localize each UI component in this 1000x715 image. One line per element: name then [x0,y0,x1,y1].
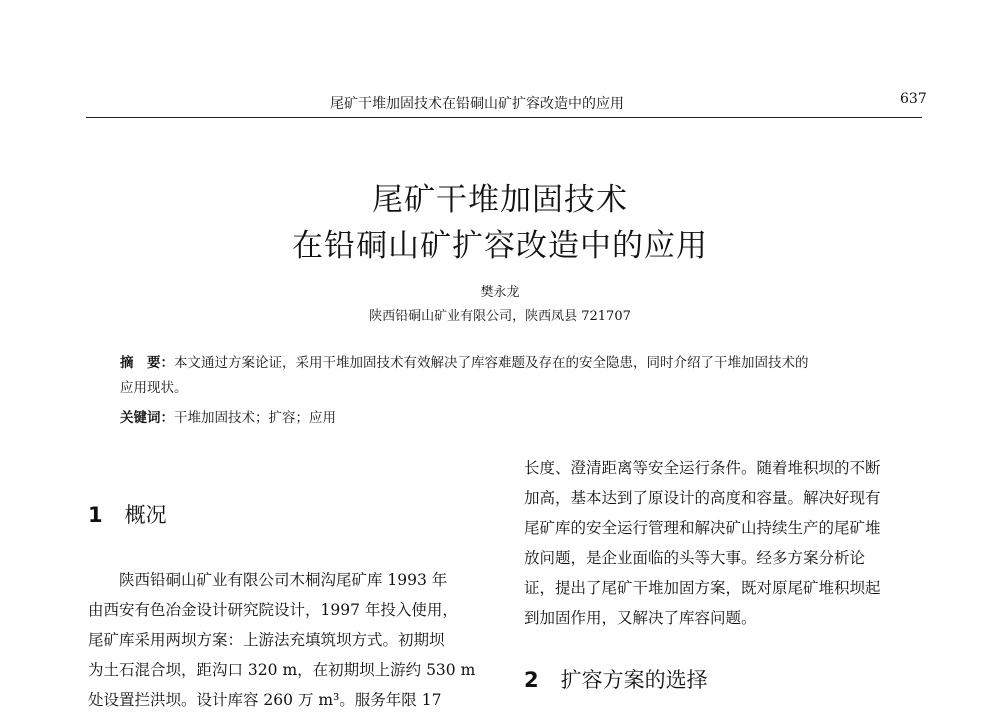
abstract [120,351,900,401]
body-line: 为土石混合坝，距沟口 320 m，在初期坝上游约 530 m [88,661,476,679]
section-2-heading [524,664,708,694]
section-1-body [88,565,490,715]
author-affiliation: 陕西铅硐山矿业有限公司，陕西凤县 721707 [369,309,631,324]
body-line: 证，提出了尾矿干堆加固方案，既对原尾矿堆积坝起 [524,579,881,597]
body-line: 陕西铅硐山矿业有限公司木桐沟尾矿库 1993 年 [119,571,448,589]
abstract-line-2: 应用现状。 [120,380,188,396]
section-1-title: 概况 [124,503,167,527]
title-line-1: 尾矿干堆加固技术 [372,182,628,218]
keywords-label: 关键词： [120,410,174,426]
body-line: 到加固作用，又解决了库容问题。 [524,609,757,627]
body-line: 长度、澄清距离等安全运行条件。随着堆积坝的不断 [524,459,881,477]
section-1-number: 1 [88,503,103,527]
body-line: 由西安有色冶金设计研究院设计，1997 年投入使用， [88,601,458,619]
body-line: 尾矿库采用两坝方案：上游法充填筑坝方式。初期坝 [88,631,445,649]
body-line: 加高，基本达到了原设计的高度和容量。解决好现有 [524,489,881,507]
running-title: 尾矿干堆加固技术在铅硐山矿扩容改造中的应用 [330,96,624,112]
page-number: 637 [900,91,927,107]
body-line: 放问题，是企业面临的头等大事。经多方案分析论 [524,549,866,567]
section-1-heading [88,499,167,529]
body-line: 尾矿库的安全运行管理和解决矿山持续生产的尾矿堆 [524,519,881,537]
abstract-label: 摘 要： [120,355,174,371]
section-2-number: 2 [524,668,539,692]
keywords-text: 干堆加固技术；扩容；应用 [174,410,336,426]
title-line-2: 在铅硐山矿扩容改造中的应用 [292,228,708,264]
abstract-line-1: 本文通过方案论证，采用干堆加固技术有效解决了库容难题及存在的安全隐患，同时介绍了干堆加固技术的 [174,355,809,371]
header-rule [86,117,922,118]
body-line: 处设置拦洪坝。设计库容 260 万 m³。服务年限 17 [88,691,442,709]
section-2-title: 扩容方案的选择 [560,668,708,692]
keywords [120,406,336,426]
right-column-body [524,453,926,633]
author-name: 樊永龙 [480,285,520,300]
